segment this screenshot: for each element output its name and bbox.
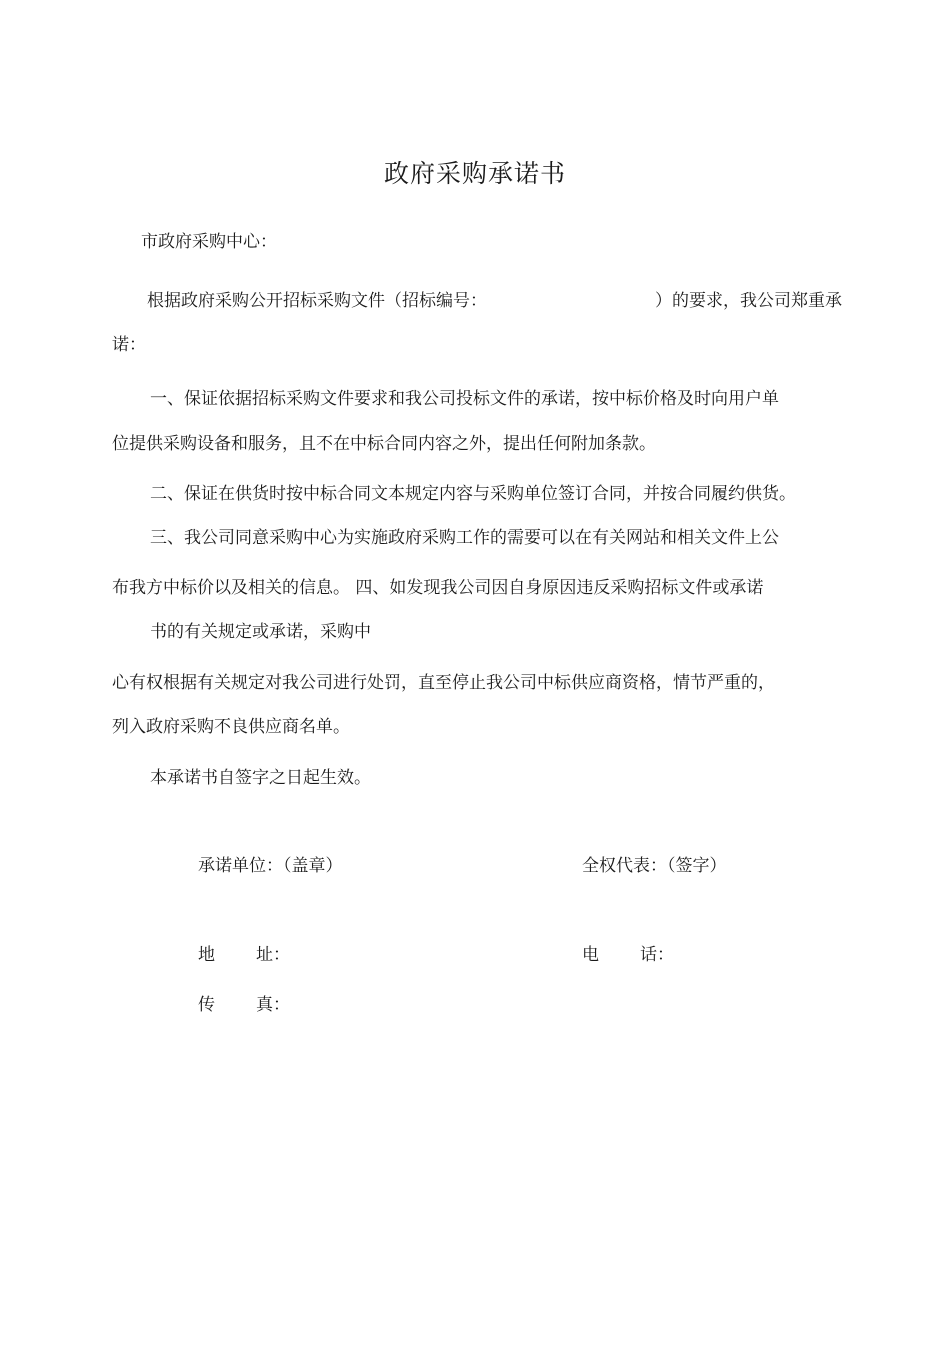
phone-label-char-2: 话： bbox=[640, 945, 674, 965]
item-three-line-1: 三、我公司同意采购中心为实施政府采购工作的需要可以在有关网站和相关文件上公 bbox=[150, 528, 779, 548]
document-title: 政府采购承诺书 bbox=[383, 159, 566, 188]
address-label-char-2: 址： bbox=[256, 945, 290, 965]
phone-label-char-1: 电 bbox=[582, 945, 599, 965]
fax-label-char-1: 传 bbox=[198, 995, 215, 1015]
item-four-line-2: 心有权根据有关规定对我公司进行处罚，直至停止我公司中标供应商资格，情节严重的， bbox=[112, 673, 775, 693]
item-three-line-2: 布我方中标价以及相关的信息。 四、如发现我公司因自身原因违反采购招标文件或承诺 bbox=[112, 578, 764, 598]
intro-line-2: 诺： bbox=[112, 335, 146, 355]
effective-clause: 本承诺书自签字之日起生效。 bbox=[150, 768, 371, 788]
fax-label-char-2: 真： bbox=[256, 995, 290, 1015]
item-one-line-1: 一、保证依据招标采购文件要求和我公司投标文件的承诺，按中标价格及时向用户单 bbox=[150, 389, 779, 409]
addressee: 市政府采购中心： bbox=[141, 232, 277, 252]
intro-line-1-start: 根据政府采购公开招标采购文件（招标编号： bbox=[147, 291, 487, 311]
item-four-line-1: 书的有关规定或承诺，采购中 bbox=[150, 622, 371, 642]
item-four-line-3: 列入政府采购不良供应商名单。 bbox=[112, 717, 350, 737]
intro-line-1-end: ）的要求，我公司郑重承 bbox=[655, 291, 842, 311]
item-two: 二、保证在供货时按中标合同文本规定内容与采购单位签订合同，并按合同履约供货。 bbox=[150, 484, 796, 504]
promising-unit-label: 承诺单位：（盖章） bbox=[198, 856, 343, 876]
representative-label: 全权代表：（签字） bbox=[582, 856, 727, 876]
address-label-char-1: 地 bbox=[198, 945, 215, 965]
item-one-line-2: 位提供采购设备和服务，且不在中标合同内容之外，提出任何附加条款。 bbox=[112, 434, 656, 454]
